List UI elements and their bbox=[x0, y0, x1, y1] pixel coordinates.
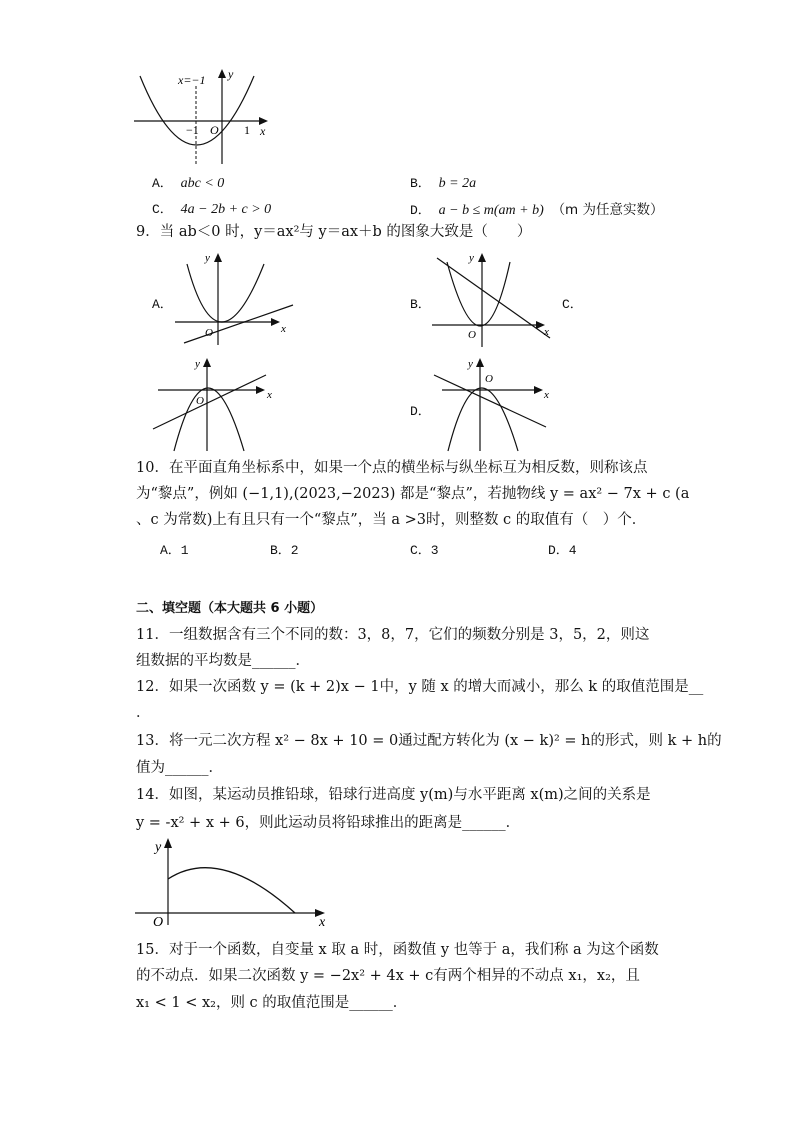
q10-line-1: 10．在平面直角坐标系中，如果一个点的横坐标与纵坐标互为相反数，则称该点 bbox=[136, 460, 648, 476]
svg-text:−1: −1 bbox=[186, 123, 199, 137]
svg-text:O: O bbox=[485, 373, 493, 385]
q12-line-2: ． bbox=[136, 705, 151, 721]
q14-shot-put-figure bbox=[135, 835, 335, 927]
svg-text:y: y bbox=[228, 67, 234, 81]
q9-graph-d[interactable] bbox=[430, 355, 555, 453]
svg-text:O: O bbox=[153, 915, 164, 927]
svg-text:O: O bbox=[468, 329, 476, 341]
q10-option-c[interactable]: C．3 bbox=[410, 543, 439, 558]
option-label: A． bbox=[152, 176, 173, 191]
option-text: b = 2a bbox=[438, 176, 477, 191]
q15-line-1: 15．对于一个函数，自变量 x 取 a 时，函数值 y 也等于 a，我们称 a 为这个函数 bbox=[136, 942, 659, 958]
svg-text:O: O bbox=[210, 123, 219, 137]
svg-text:x: x bbox=[319, 915, 326, 927]
svg-text:x: x bbox=[267, 389, 272, 401]
section-title-fill-in: 二、填空题（本大题共 6 小题） bbox=[136, 601, 324, 616]
svg-text:y: y bbox=[195, 358, 200, 370]
q9-stem: 9．当 ab＜0 时，y＝ax²与 y＝ax＋b 的图象大致是（ ） bbox=[136, 224, 532, 240]
svg-text:1: 1 bbox=[244, 123, 250, 137]
q11-line-2: 组数据的平均数是______． bbox=[136, 653, 310, 669]
q15-line-3: x₁ < 1 < x₂，则 c 的取值范围是______． bbox=[136, 995, 408, 1011]
svg-text:x=−1: x=−1 bbox=[178, 73, 206, 87]
svg-text:x: x bbox=[260, 124, 266, 138]
svg-text:x: x bbox=[281, 323, 286, 335]
svg-text:x: x bbox=[544, 389, 549, 401]
q9-graph-c[interactable] bbox=[150, 355, 280, 453]
q13-line-2: 值为______． bbox=[136, 760, 223, 776]
option-text: 4a − 2b + c > 0 bbox=[180, 202, 272, 217]
option-label: B． bbox=[410, 176, 431, 191]
svg-text:O: O bbox=[196, 395, 204, 407]
option-label: C． bbox=[152, 202, 173, 217]
q9-option-c-label[interactable]: C． bbox=[562, 297, 583, 312]
q15-line-2: 的不动点．如果二次函数 y = −2x² + 4x + c有两个相异的不动点 x₁，x₂，且 bbox=[136, 968, 640, 984]
svg-text:x: x bbox=[544, 326, 549, 338]
q10-option-a[interactable]: A．1 bbox=[160, 543, 189, 558]
q13-line-1: 13．将一元二次方程 x² − 8x + 10 = 0通过配方转化为 (x − k)² = h的形式，则 k + h的 bbox=[136, 733, 722, 749]
option-text: a − b ≤ m(am + b) bbox=[438, 203, 544, 218]
q8-option-b[interactable] bbox=[410, 172, 476, 192]
svg-text:y: y bbox=[155, 840, 162, 855]
q9-option-d-label[interactable]: D． bbox=[410, 404, 431, 419]
q9-graph-b[interactable] bbox=[432, 250, 557, 350]
q8-option-a[interactable] bbox=[152, 172, 224, 192]
option-note: （m 为任意实数） bbox=[551, 202, 664, 218]
q9-graph-a[interactable] bbox=[175, 250, 300, 348]
q10-line-3: 、c 为常数)上有且只有一个“黎点”，当 a >3时，则整数 c 的取值有（ ）个． bbox=[136, 512, 647, 528]
q12-line-1: 12．如果一次函数 y = (k + 2)x − 1中，y 随 x 的增大而减小，那么 k 的取值范围是__ bbox=[136, 679, 704, 695]
svg-text:y: y bbox=[468, 358, 473, 370]
q10-option-d[interactable]: D．4 bbox=[548, 543, 577, 558]
q8-option-d[interactable] bbox=[410, 198, 664, 219]
q9-option-b-label[interactable]: B． bbox=[410, 297, 431, 312]
option-label: D． bbox=[410, 203, 431, 218]
svg-text:y: y bbox=[469, 252, 474, 264]
q8-option-c[interactable] bbox=[152, 198, 271, 218]
q14-line-2: y = -x² + x + 6，则此运动员将铅球推出的距离是______． bbox=[136, 815, 521, 831]
q8-parabola-figure bbox=[128, 64, 278, 168]
svg-text:y: y bbox=[205, 252, 210, 264]
q11-line-1: 11．一组数据含有三个不同的数：3，8，7，它们的频数分别是 3，5，2，则这 bbox=[136, 627, 650, 643]
q10-line-2: 为“黎点”，例如 (−1,1),(2023,−2023) 都是“黎点”，若抛物线 y = ax² − 7x + c (a bbox=[136, 486, 690, 502]
q14-line-1: 14．如图，某运动员推铅球，铅球行进高度 y(m)与水平距离 x(m)之间的关系是 bbox=[136, 787, 651, 803]
q10-option-b[interactable]: B．2 bbox=[270, 543, 299, 558]
option-text: abc < 0 bbox=[180, 176, 225, 191]
q9-option-a-label[interactable]: A． bbox=[152, 297, 173, 312]
svg-text:O: O bbox=[205, 327, 213, 339]
